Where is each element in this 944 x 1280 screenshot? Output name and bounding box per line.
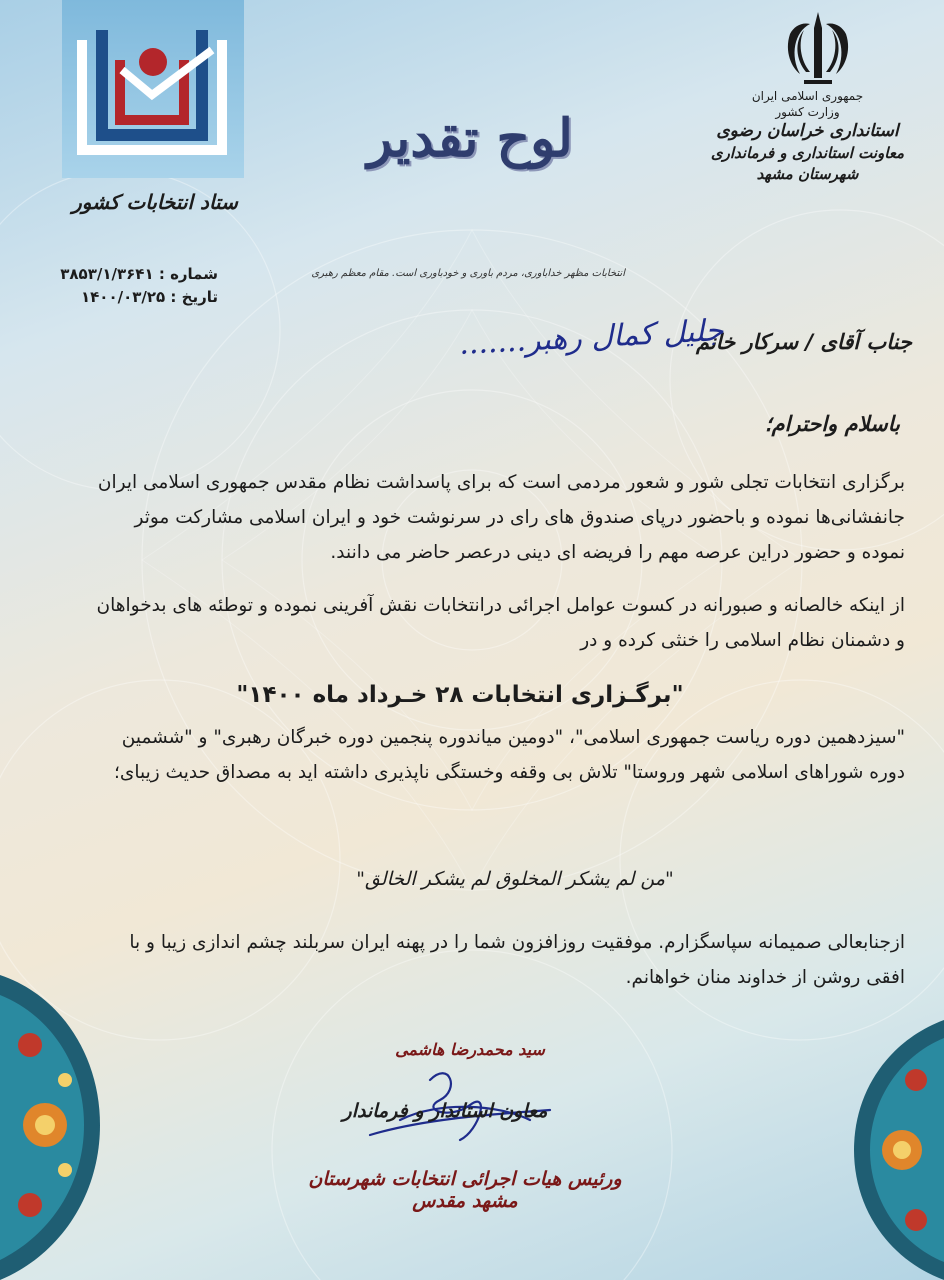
recipient-name: جلیل کمال رهبر....... xyxy=(458,313,725,362)
number-row xyxy=(28,263,218,286)
document-meta xyxy=(28,263,218,310)
election-headquarters-logo-icon xyxy=(62,0,244,178)
logo-caption: ستاد انتخابات کشور xyxy=(72,190,238,214)
signer-role-1: معاون استاندار و فرماندار xyxy=(342,1100,548,1122)
gov-line-2: وزارت کشور xyxy=(775,105,840,120)
document-title: لوح تقدیر xyxy=(367,108,573,169)
ornament-right xyxy=(850,1020,944,1280)
ornament-left xyxy=(0,975,104,1280)
iran-emblem-icon xyxy=(780,8,856,90)
number-label: شماره : xyxy=(158,265,218,283)
election-headline: "برگـزاری انتخابات ۲۸ خـرداد ماه ۱۴۰۰" xyxy=(236,682,684,708)
signer-name: سید محمدرضا هاشمی xyxy=(395,1040,545,1059)
salutation: جناب آقای / سرکار خانم xyxy=(695,330,912,354)
greeting: باسلام واحترام؛ xyxy=(764,412,900,436)
date-label: تاریخ : xyxy=(170,288,218,307)
gov-line-4: معاونت استانداری و فرمانداری شهرستان مشهد xyxy=(710,144,905,183)
ministry-header xyxy=(690,88,925,184)
date-value: ۱۴۰۰/۰۳/۲۵ xyxy=(80,288,166,307)
election-headquarters-logo xyxy=(62,0,244,178)
signer-role-2: ورئیس هیات اجرائی انتخابات شهرستان مشهد مقدس xyxy=(308,1168,622,1212)
body-paragraph-1: برگزاری انتخابات تجلی شور و شعور مردمی است که برای پاسداشت نظام مقدس جمهوری اسلامی ایران جانفشانی‌ها نموده و باحضور درپای صندوق های رای در سرنوشت خود و ایران اسلامی مشارکت موثر نموده و حضور دراین عرصه مهم را فریضه ای دینی درعصر حاضر می دانند. xyxy=(97,472,905,563)
number-value: ۳۸۵۳/۱/۳۶۴۱ xyxy=(60,265,154,283)
body-paragraph-2: از اینکه خالصانه و صبورانه در کسوت عوامل اجرائی درانتخابات نقش آفرینی نموده و توطئه های بدخواهان و دشمنان نظام اسلامی را خنثی کرده و در xyxy=(96,595,905,651)
salutation-line xyxy=(458,313,912,378)
date-row xyxy=(28,286,218,309)
gov-line-3: استانداری خراسان رضوی xyxy=(716,121,899,142)
body-paragraph-3: "سیزدهمین دوره ریاست جمهوری اسلامی"، "دومین میاندوره پنجمین دوره خبرگان رهبری" و "ششمین دوره شوراهای اسلامی شهر وروستا" تلاش بی وقفه وخستگی ناپذیری داشته اید به مصداق حدیث زیبای؛ xyxy=(114,727,905,783)
hadith-quote: "من لم یشکر المخلوق لم یشکر الخالق" xyxy=(356,868,674,890)
leader-slogan: انتخابات مظهر خداباوری، مردم باوری و خودباوری است. مقام معظم رهبری xyxy=(311,268,625,279)
gov-line-1: جمهوری اسلامی ایران xyxy=(751,89,864,103)
body-paragraph-4: ازجنابعالی صمیمانه سپاسگزارم. موفقیت روزافزون شما را در پهنه ایران سربلند چشم اندازی زیبا و با افقی روشن از خداوند منان خواهانم. xyxy=(129,932,905,988)
